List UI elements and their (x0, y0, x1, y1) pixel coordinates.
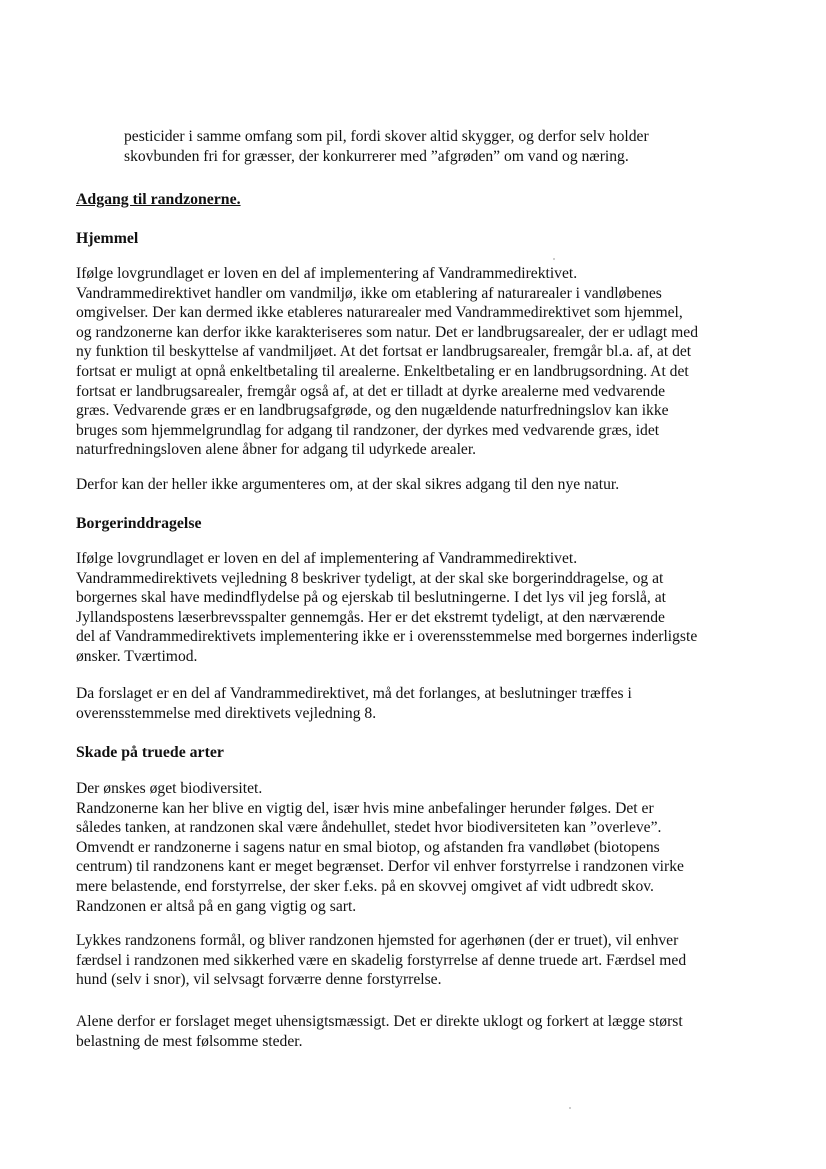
paragraph-line: bruges som hjemmelgrundlag for adgang til randzoner, der dyrkes med vedvarende græs, idet (76, 421, 660, 439)
paragraph-line: Omvendt er randzonerne i sagens natur en smal biotop, og afstanden fra vandløbet (biotopens (76, 838, 660, 856)
paragraph-line: borgernes skal have medindflydelse på og ejerskab til beslutningerne. I det lys vil jeg forslå, at (76, 589, 666, 607)
paragraph-line: Jyllandspostens læserbrevsspalter gennemgås. Her er det ekstremt tydeligt, at den nærværende (76, 608, 665, 626)
paragraph-line: Ifølge lovgrundlaget er loven en del af implementering af Vandrammedirektivet. (76, 265, 578, 282)
paragraph-line: pesticider i samme omfang som pil, fordi skover altid skygger, og derfor selv holder (124, 128, 649, 145)
hjemmel-paragraph-1 (76, 264, 756, 460)
scan-speck (569, 1107, 571, 1109)
paragraph-line: overensstemmelse med direktivets vejledning 8. (76, 704, 377, 722)
paragraph-line: Vandrammedirektivets vejledning 8 beskriver tydeligt, at der skal ske borgerinddragelse, og at (76, 569, 664, 587)
paragraph-line: ny funktion til beskyttelse af vandmiljøet. At det fortsat er landbrugsarealer, fremgår bl.a. af, at det (76, 343, 692, 361)
continuation-paragraph (124, 127, 744, 166)
skade-paragraph-3 (76, 1012, 756, 1051)
paragraph-line: græs. Vedvarende græs er en landbrugsafgrøde, og den nugældende naturfredningslov kan ikke (76, 402, 669, 420)
paragraph-line: naturfredningsloven alene åbner for adgang til udyrkede arealer. (76, 441, 477, 459)
paragraph-line: Randzonerne kan her blive en vigtig del, især hvis mine anbefalinger herunder følges. Det er (76, 799, 654, 817)
heading-borgerinddragelse: Borgerinddragelse (76, 515, 202, 532)
skade-paragraph-2 (76, 931, 756, 990)
paragraph-line: del af Vandrammedirektivets implementering ikke er i overensstemmelse med borgernes inderligste (76, 628, 698, 646)
paragraph-line: fortsat er muligt at opnå enkeltbetaling til arealerne. Enkeltbetaling er en landbrugsordning. At det (76, 362, 689, 380)
heading-skade: Skade på truede arter (76, 744, 224, 761)
paragraph-line: mere belastende, end forstyrrelse, der sker f.eks. på en skovvej omgivet af vidt udbredt skov. (76, 877, 654, 895)
paragraph-line: Derfor kan der heller ikke argumenteres om, at der skal sikres adgang til den nye natur. (76, 476, 620, 493)
paragraph-line: centrum) til randzonens kant er meget begrænset. Derfor vil enhver forstyrrelse i randzonen virke (76, 858, 684, 876)
paragraph-line: færdsel i randzonen med sikkerhed være en skadelig forstyrrelse af denne truede art. Færdsel med (76, 951, 687, 969)
paragraph-line: og randzonerne kan derfor ikke karakteriseres som natur. Det er landbrugsarealer, der er udlagt med (76, 323, 698, 341)
paragraph-line: belastning de mest følsomme steder. (76, 1032, 303, 1050)
scan-speck (553, 258, 555, 260)
paragraph-line: Ifølge lovgrundlaget er loven en del af implementering af Vandrammedirektivet. (76, 550, 578, 567)
paragraph-line: skovbunden fri for græsser, der konkurrerer med ”afgrøden” om vand og næring. (124, 147, 629, 165)
paragraph-line: Vandrammedirektivet handler om vandmiljø, ikke om etablering af naturarealer i vandløbenes (76, 284, 662, 302)
paragraph-line: hund (selv i snor), vil selvsagt forværre denne forstyrrelse. (76, 971, 442, 989)
paragraph-line: Da forslaget er en del af Vandrammedirektivet, må det forlanges, at beslutninger træffes i (76, 685, 632, 702)
paragraph-line: omgivelser. Der kan dermed ikke etableres naturarealer med Vandrammedirektivet som hjemmel, (76, 304, 683, 322)
paragraph-line: således tanken, at randzonen skal være åndehullet, stedet hvor biodiversiteten kan ”overleve”. (76, 819, 662, 837)
paragraph-line: ønsker. Tværtimod. (76, 647, 198, 665)
heading-hjemmel: Hjemmel (76, 230, 139, 247)
hjemmel-paragraph-2 (76, 475, 756, 495)
skade-paragraph-1 (76, 779, 756, 916)
paragraph-line: Alene derfor er forslaget meget uhensigtsmæssigt. Det er direkte uklogt og forkert at lægge størst (76, 1013, 683, 1030)
paragraph-line: Lykkes randzonens formål, og bliver randzonen hjemsted for agerhønen (der er truet), vil enhver (76, 932, 679, 949)
borgerinddragelse-paragraph-1 (76, 549, 756, 667)
paragraph-line: Randzonen er altså på en gang vigtig og sart. (76, 897, 357, 915)
borgerinddragelse-paragraph-2 (76, 684, 756, 723)
section-title: Adgang til randzonerne. (76, 191, 241, 208)
paragraph-line: fortsat er landbrugsarealer, fremgår også af, at det er tilladt at dyrke arealerne med vedvarende (76, 382, 666, 400)
paragraph-line: Der ønskes øget biodiversitet. (76, 780, 263, 797)
